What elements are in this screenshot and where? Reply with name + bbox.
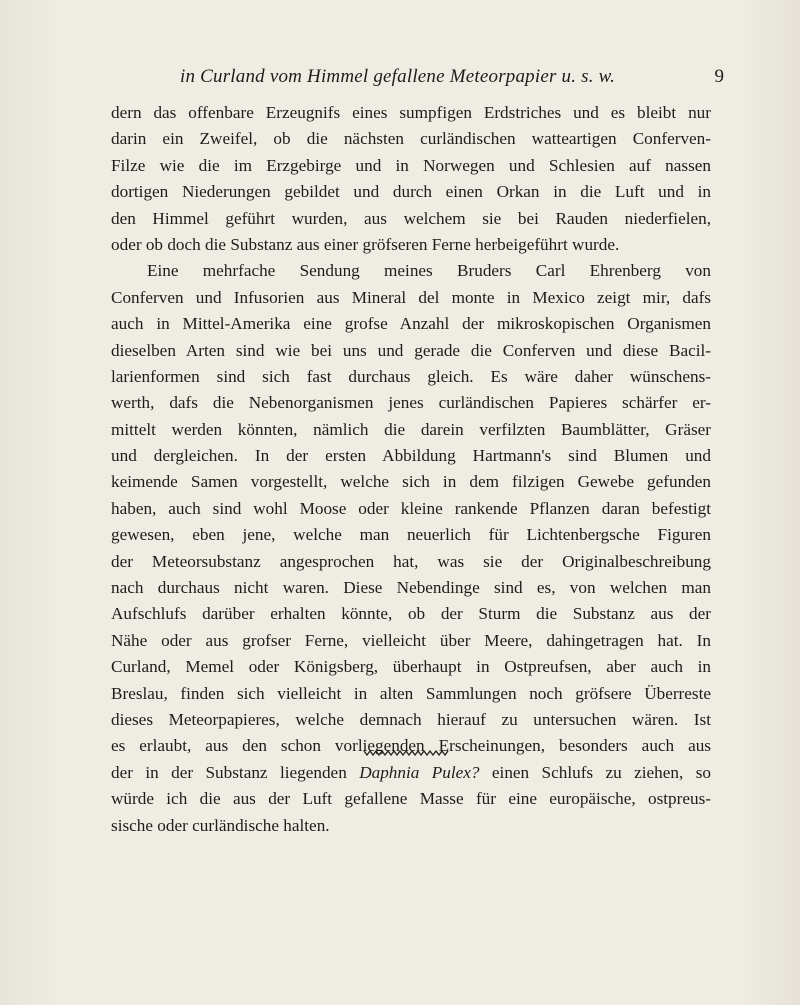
text-line: der in der Substanz liegenden Daphnia Pulex? einen Schlufs zu ziehen, so bbox=[111, 762, 711, 782]
text-line: sische oder curländische halten. bbox=[111, 815, 330, 835]
text-line: oder ob doch die Substanz aus einer gröfseren Ferne herbeigeführt wurde. bbox=[111, 234, 620, 254]
text-line: würde ich die aus der Luft gefallene Masse für eine europäische, ostpreus- bbox=[111, 789, 711, 809]
running-head bbox=[112, 66, 724, 92]
text-line: und dergleichen. In der ersten Abbildung Hartmann's sind Blumen und bbox=[111, 446, 711, 466]
text-line: darin ein Zweifel, ob die nächsten curländischen watteartigen Conferven- bbox=[111, 129, 711, 149]
running-title: in Curland vom Himmel gefallene Meteorpapier u. s. w. bbox=[180, 66, 616, 87]
text-line: Nähe oder aus grofser Ferne, vielleicht über Meere, dahingetragen hat. In bbox=[111, 630, 711, 650]
text-line: dern das offenbare Erzeugnifs eines sumpfigen Erdstriches und es bleibt nur bbox=[111, 103, 711, 122]
text-line: haben, auch sind wohl Moose oder kleine rankende Pflanzen daran befestigt bbox=[111, 498, 711, 518]
text-line: Breslau, finden sich vielleicht in alten Sammlungen noch gröfsere Überreste bbox=[111, 683, 711, 703]
text-line: dieses Meteorpapieres, welche demnach hierauf zu untersuchen wären. Ist bbox=[111, 709, 711, 729]
text-line: werth, dafs die Nebenorganismen jenes curländischen Papieres schärfer er- bbox=[111, 393, 711, 413]
text-line: nach durchaus nicht waren. Diese Nebendinge sind es, von welchen man bbox=[111, 578, 711, 598]
text-line: den Himmel geführt wurden, aus welchem sie bei Rauden niederfielen, bbox=[111, 208, 711, 228]
wavy-rule-path bbox=[364, 751, 448, 755]
species-name: Daphnia Pulex? bbox=[359, 762, 480, 782]
wavy-rule-ornament bbox=[362, 748, 452, 758]
text-line: dieselben Arten sind wie bei uns und gerade die Conferven und diese Bacil- bbox=[111, 340, 711, 360]
text-line: der Meteorsubstanz angesprochen hat, was sie der Originalbeschreibung bbox=[111, 551, 711, 571]
page-number: 9 bbox=[714, 66, 724, 87]
text-line: Conferven und Infusorien aus Mineral del monte in Mexico zeigt mir, dafs bbox=[111, 287, 711, 307]
text-line: Eine mehrfache Sendung meines Bruders Carl Ehrenberg von bbox=[147, 261, 711, 281]
text-line: Curland, Memel oder Königsberg, überhaupt in Ostpreufsen, aber auch in bbox=[111, 657, 711, 677]
text-line: es erlaubt, aus den schon vorliegenden Erscheinungen, besonders auch aus bbox=[111, 736, 711, 756]
text-line: keimende Samen vorgestellt, welche sich in dem filzigen Gewebe gefunden bbox=[111, 472, 711, 492]
text-line: gewesen, eben jene, welche man neuerlich für Lichtenbergsche Figuren bbox=[111, 525, 711, 545]
text-line: larienformen sind sich fast durchaus gleich. Es wäre daher wünschens- bbox=[111, 366, 711, 386]
text-line: dortigen Niederungen gebildet und durch einen Orkan in die Luft und in bbox=[111, 182, 711, 202]
text-line: Aufschlufs darüber erhalten könnte, ob der Sturm die Substanz aus der bbox=[111, 604, 711, 624]
body-text bbox=[111, 100, 711, 839]
text-line: mittelt werden könnten, nämlich die darein verfilzten Baumblätter, Gräser bbox=[111, 419, 711, 439]
text-line: Filze wie die im Erzgebirge und in Norwegen und Schlesien auf nassen bbox=[111, 155, 711, 175]
text-line: auch in Mittel-Amerika eine grofse Anzahl der mikroskopischen Organismen bbox=[111, 314, 711, 334]
